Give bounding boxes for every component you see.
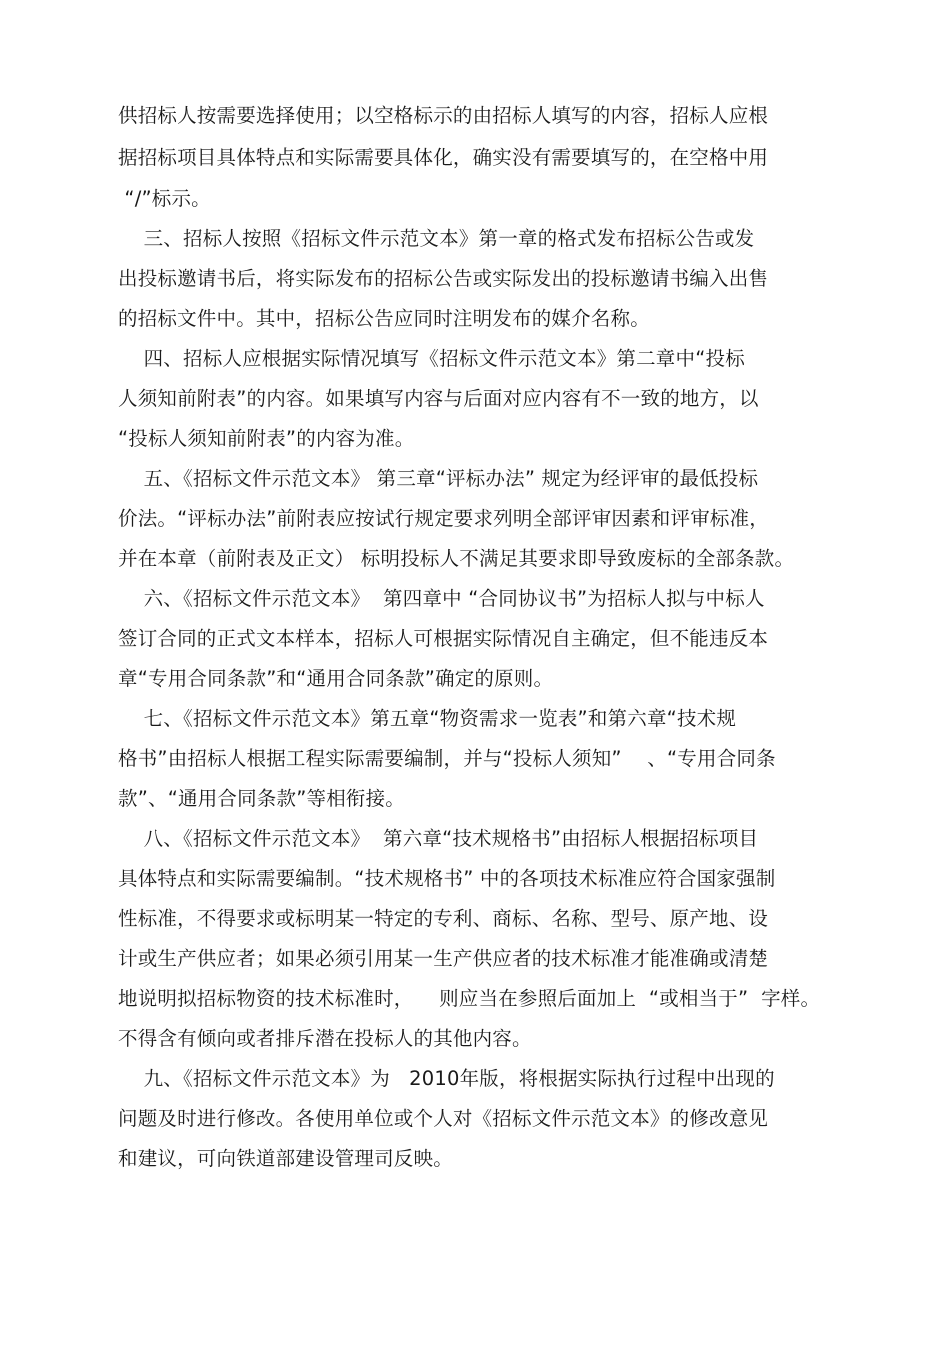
text-line: “投标人须知前附表”的内容为准。 bbox=[118, 427, 415, 450]
text-line: 款”、“通用合同条款”等相衔接。 bbox=[118, 787, 406, 810]
text-line: 四、招标人应根据实际情况填写《招标文件示范文本》第二章中“投标 bbox=[118, 347, 745, 370]
text-line: 八、《招标文件示范文本》 第六章“技术规格书”由招标人根据招标项目 bbox=[118, 827, 759, 850]
text-line: 性标准，不得要求或标明某一特定的专利、商标、名称、型号、原产地、设 bbox=[118, 907, 769, 930]
text-line: “/”标示。 bbox=[118, 187, 211, 210]
text-line: 价法。“评标办法”前附表应按试行规定要求列明全部评审因素和评审标准， bbox=[118, 507, 770, 530]
text-line: 格书”由招标人根据工程实际需要编制，并与“投标人须知” 、“专用合同条 bbox=[118, 747, 776, 770]
text-line: 计或生产供应者；如果必须引用某一生产供应者的技术标准才能准确或清楚 bbox=[118, 947, 769, 970]
text-line: 不得含有倾向或者排斥潜在投标人的其他内容。 bbox=[118, 1027, 532, 1050]
text-line: 人须知前附表”的内容。如果填写内容与后面对应内容有不一致的地方，以 bbox=[118, 387, 759, 410]
text-line: 六、《招标文件示范文本》 第四章中 “合同协议书”为招标人拟与中标人 bbox=[118, 587, 765, 610]
text-line: 签订合同的正式文本样本，招标人可根据实际情况自主确定，但不能违反本 bbox=[118, 627, 769, 650]
text-line: 供招标人按需要选择使用；以空格标示的由招标人填写的内容，招标人应根 bbox=[118, 104, 769, 127]
text-line: 章“专用合同条款”和“通用合同条款”确定的原则。 bbox=[118, 667, 554, 690]
text-line: 据招标项目具体特点和实际需要具体化，确实没有需要填写的，在空格中用 bbox=[118, 146, 769, 169]
text-line: 的招标文件中。其中，招标公告应同时注明发布的媒介名称。 bbox=[118, 307, 650, 330]
text-line: 和建议，可向铁道部建设管理司反映。 bbox=[118, 1147, 453, 1170]
text-line: 问题及时进行修改。各使用单位或个人对《招标文件示范文本》的修改意见 bbox=[118, 1107, 769, 1130]
text-line: 五、《招标文件示范文本》 第三章“评标办法” 规定为经评审的最低投标 bbox=[118, 467, 759, 490]
text-line: 并在本章（前附表及正文） 标明投标人不满足其要求即导致废标的全部条款。 bbox=[118, 547, 795, 570]
text-line: 七、《招标文件示范文本》第五章“物资需求一览表”和第六章“技术规 bbox=[118, 707, 737, 730]
text-line: 九、《招标文件示范文本》为 2010年版，将根据实际执行过程中出现的 bbox=[118, 1067, 775, 1090]
text-line: 具体特点和实际需要编制。“技术规格书” 中的各项技术标准应符合国家强制 bbox=[118, 867, 776, 890]
text-line: 出投标邀请书后，将实际发布的招标公告或实际发出的投标邀请书编入出售 bbox=[118, 267, 769, 290]
text-line: 三、招标人按照《招标文件示范文本》第一章的格式发布招标公告或发 bbox=[118, 227, 755, 250]
text-line: 地说明拟招标物资的技术标准时， 则应当在参照后面加上 “或相当于” 字样。 bbox=[118, 987, 821, 1010]
